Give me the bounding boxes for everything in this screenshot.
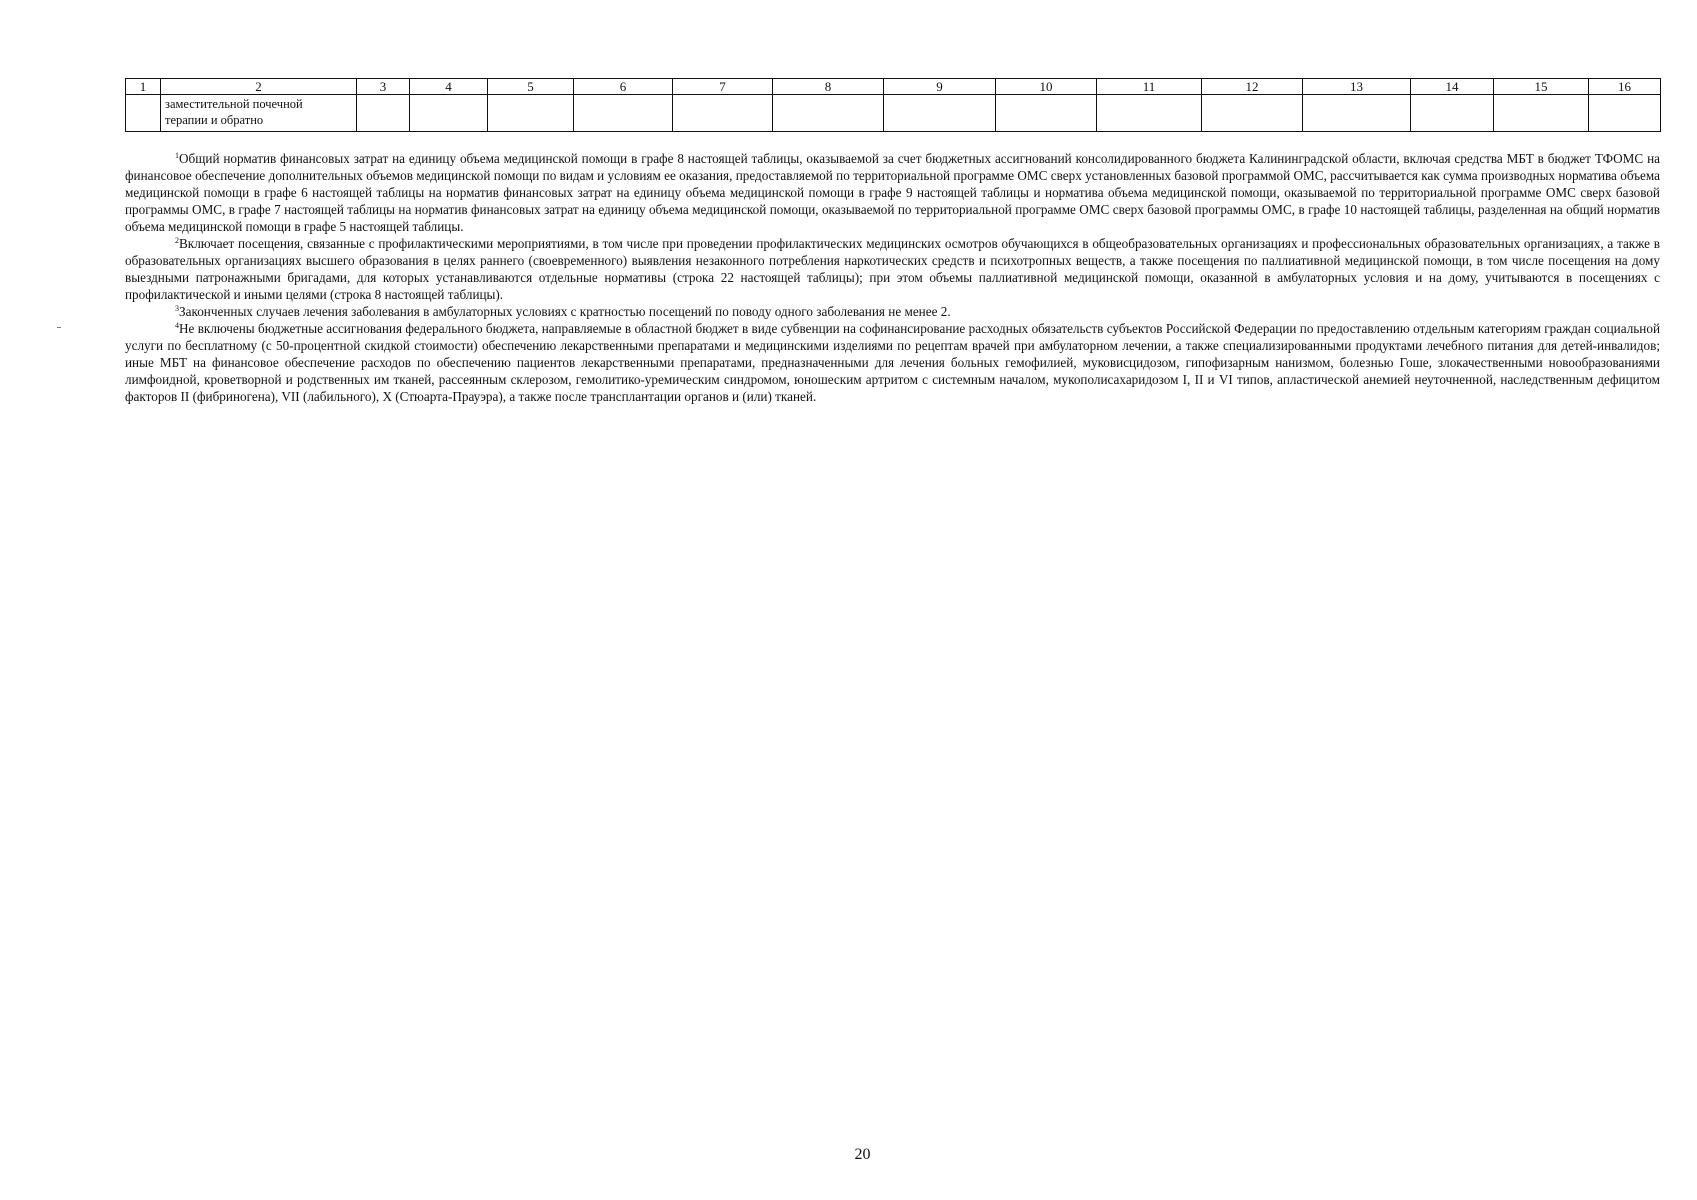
footnotes [125, 150, 1660, 405]
column-number: 8 [773, 79, 884, 95]
footnote [125, 303, 1660, 320]
column-number: 13 [1303, 79, 1411, 95]
column-number: 10 [996, 79, 1097, 95]
footnote-mark: 3 [175, 304, 179, 313]
footnote-mark: 1 [175, 151, 179, 160]
column-number: 16 [1589, 79, 1661, 95]
cell-text-line: заместительной почечной [165, 97, 303, 111]
table-cell [1303, 95, 1411, 132]
footnote [125, 320, 1660, 405]
table-row [126, 95, 1661, 132]
footnote-mark: 2 [175, 236, 179, 245]
data-table [125, 78, 1661, 132]
footnote [125, 150, 1660, 235]
table-cell [488, 95, 574, 132]
column-number: 12 [1202, 79, 1303, 95]
column-number: 15 [1494, 79, 1589, 95]
table-cell [1494, 95, 1589, 132]
table-cell [1097, 95, 1202, 132]
table-cell [1411, 95, 1494, 132]
page-number: 20 [854, 1146, 871, 1163]
table-cell [1202, 95, 1303, 132]
column-number: 5 [488, 79, 574, 95]
footnote-text: Общий норматив финансовых затрат на единицу объема медицинской помощи в графе 8 настоящей таблицы, оказываемой за счет бюджетных ассигнований консолидированного бюджета Калининградской области, включая средства МБТ в бюджет ТФОМС на финансовое обеспечение дополнительных объемов медицинской помощи по видам и условиям ее оказания, предоставляемой по территориальной программе ОМС сверх установленных базовой программой ОМС, рассчитывается как сумма производных норматива объема медицинской помощи в графе 6 настоящей таблицы на норматив финансовых затрат на единицу объема медицинской помощи в графе 9 настоящей таблицы и норматива объема медицинской помощи, оказываемой по территориальной программе ОМС сверх базовой программы ОМС, в графе 7 настоящей таблицы на норматив финансовых затрат на единицу объема медицинской помощи, оказываемой по территориальной программе ОМС сверх базовой программы ОМС, в графе 10 настоящей таблицы, разделенная на общий норматив объема медицинской помощи в графе 5 настоящей таблицы. [125, 151, 1660, 234]
table-cell [1589, 95, 1661, 132]
column-number: 14 [1411, 79, 1494, 95]
table-header-row [126, 79, 1661, 95]
table-cell [773, 95, 884, 132]
cell-text-line: терапии и обратно [165, 113, 264, 127]
table-cell [126, 95, 161, 132]
footnote-text: Включает посещения, связанные с профилактическими мероприятиями, в том числе при проведении профилактических медицинских осмотров обучающихся в общеобразовательных организациях и профессиональных образовательных организациях, а также в образовательных организациях высшего образования в целях раннего (своевременного) выявления незаконного потребления наркотических средств и психотропных веществ, а также посещения по паллиативной медицинской помощи, в том числе посещения на дому выездными патронажными бригадами, для которых устанавливаются отдельные нормативы (строка 22 настоящей таблицы); при этом объемы паллиативной медицинской помощи, оказанной в амбулаторных условия и на дому, учитываются в посещениях с профилактической и иными целями (строка 8 настоящей таблицы). [125, 236, 1660, 302]
footnote-mark: 4 [175, 321, 179, 330]
column-number: 7 [673, 79, 773, 95]
footnote-text: Законченных случаев лечения заболевания в амбулаторных условиях с кратностью посещений по поводу одного заболевания не менее 2. [179, 304, 951, 319]
table-cell [996, 95, 1097, 132]
table-cell [673, 95, 773, 132]
margin-mark [57, 327, 61, 328]
table-cell [357, 95, 410, 132]
column-number: 11 [1097, 79, 1202, 95]
table-cell [410, 95, 488, 132]
column-number: 3 [357, 79, 410, 95]
footnote [125, 235, 1660, 303]
column-number: 2 [161, 79, 357, 95]
table-cell [884, 95, 996, 132]
column-number: 6 [574, 79, 673, 95]
footnote-text: Не включены бюджетные ассигнования федерального бюджета, направляемые в областной бюджет в виде субвенции на софинансирование расходных обязательств субъектов Российской Федерации по предоставлению отдельным категориям граждан социальной услуги по бесплатному (с 50-процентной скидкой стоимости) обеспечению лекарственными препаратами и медицинскими изделиями по рецептам врачей при амбулаторном лечении, а также специализированными продуктами лечебного питания для детей-инвалидов; иные МБТ на финансовое обеспечение расходов по обеспечению пациентов лекарственными препаратами, предназначенными для лечения больных гемофилией, муковисцидозом, гипофизарным нанизмом, болезнью Гоше, злокачественными новообразованиями лимфоидной, кроветворной и родственных им тканей, рассеянным склерозом, гемолитико-уремическим синдромом, юношеским артритом с системным началом, мукополисахаридозом I, II и VI типов, апластической анемией неуточненной, наследственным дефицитом факторов II (фибриногена), VII (лабильного), X (Стюарта-Прауэра), а также после трансплантации органов и (или) тканей. [125, 321, 1660, 404]
table-cell [574, 95, 673, 132]
table-cell-name [161, 95, 357, 132]
column-number: 4 [410, 79, 488, 95]
column-number: 1 [126, 79, 161, 95]
column-number: 9 [884, 79, 996, 95]
